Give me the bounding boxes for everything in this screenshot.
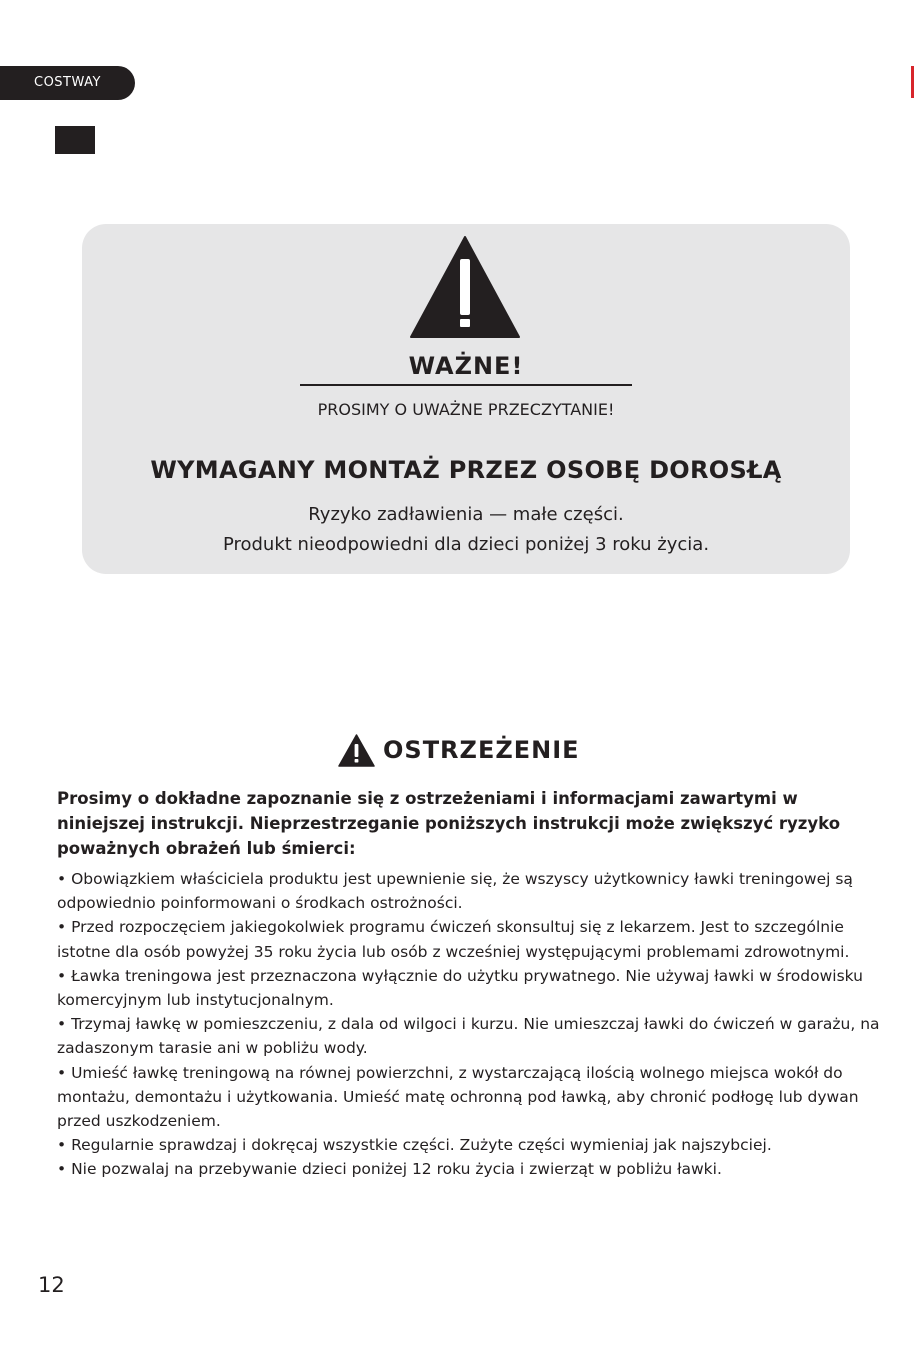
notice-divider xyxy=(300,384,632,386)
brand-logo: COSTWAY xyxy=(0,66,135,100)
list-item: • Regularnie sprawdzaj i dokręcaj wszystkie części. Zużyte części wymieniaj jak najszybciej. xyxy=(57,1136,772,1155)
notice-read-note: PROSIMY O UWAŻNE PRZECZYTANIE! xyxy=(317,400,615,419)
warning-header xyxy=(338,734,580,766)
list-item: • Ławka treningowa jest przeznaczona wyłącznie do użytku prywatnego. Nie używaj ławki w środowisku komercyjnym lub instytucjonalnym. xyxy=(57,966,863,1010)
page-number: 12 xyxy=(38,1273,65,1297)
warning-triangle-icon xyxy=(409,235,521,339)
list-item: • Trzymaj ławkę w pomieszczeniu, z dala od wilgoci i kurzu. Nie umieszczaj ławki do ćwiczeń w garażu, na zadaszonym tarasie ani w pobliżu wody. xyxy=(57,1015,880,1058)
warning-triangle-icon xyxy=(338,734,375,767)
assembly-heading: WYMAGANY MONTAŻ PRZEZ OSOBĘ DOROSŁĄ xyxy=(150,456,782,484)
notice-title: WAŻNE! xyxy=(408,352,524,380)
list-item: • Przed rozpoczęciem jakiegokolwiek programu ćwiczeń skonsultuj się z lekarzem. Jest to szczególnie istotne dla osób powyżej 35 roku życia lub osób z wcześniej występującymi problemami zdrowotnymi. xyxy=(57,918,850,961)
choking-hazard-text: Ryzyko zadławienia — małe części. xyxy=(308,504,624,525)
warning-intro: Prosimy o dokładne zapoznanie się z ostrzeżeniami i informacjami zawartymi w niniejszej instrukcji. Nieprzestrzeganie poniższych instrukcji może zwiększyć ryzyko poważnych obrażeń lub śmierci: xyxy=(57,789,841,858)
list-item: • Nie pozwalaj na przebywanie dzieci poniżej 12 roku życia i zwierząt w pobliżu ławki. xyxy=(57,1160,722,1179)
age-restriction-text: Produkt nieodpowiedni dla dzieci poniżej 3 roku życia. xyxy=(222,534,710,555)
warning-title: OSTRZEŻENIE xyxy=(383,736,580,764)
list-item: • Umieść ławkę treningową na równej powierzchni, z wystarczającą ilością wolnego miejsca wokół do montażu, demontażu i użytkowania. Umieść matę ochronną pod ławką, aby chronić podłogę lub dywan przed uszkodzeniem. xyxy=(57,1063,859,1131)
section-marker xyxy=(55,126,95,154)
warning-list xyxy=(57,867,887,1182)
list-item: • Obowiązkiem właściciela produktu jest upewnienie się, że wszyscy użytkownicy ławki treningowej są odpowiednio poinformowani o środkach ostrożności. xyxy=(57,870,853,913)
